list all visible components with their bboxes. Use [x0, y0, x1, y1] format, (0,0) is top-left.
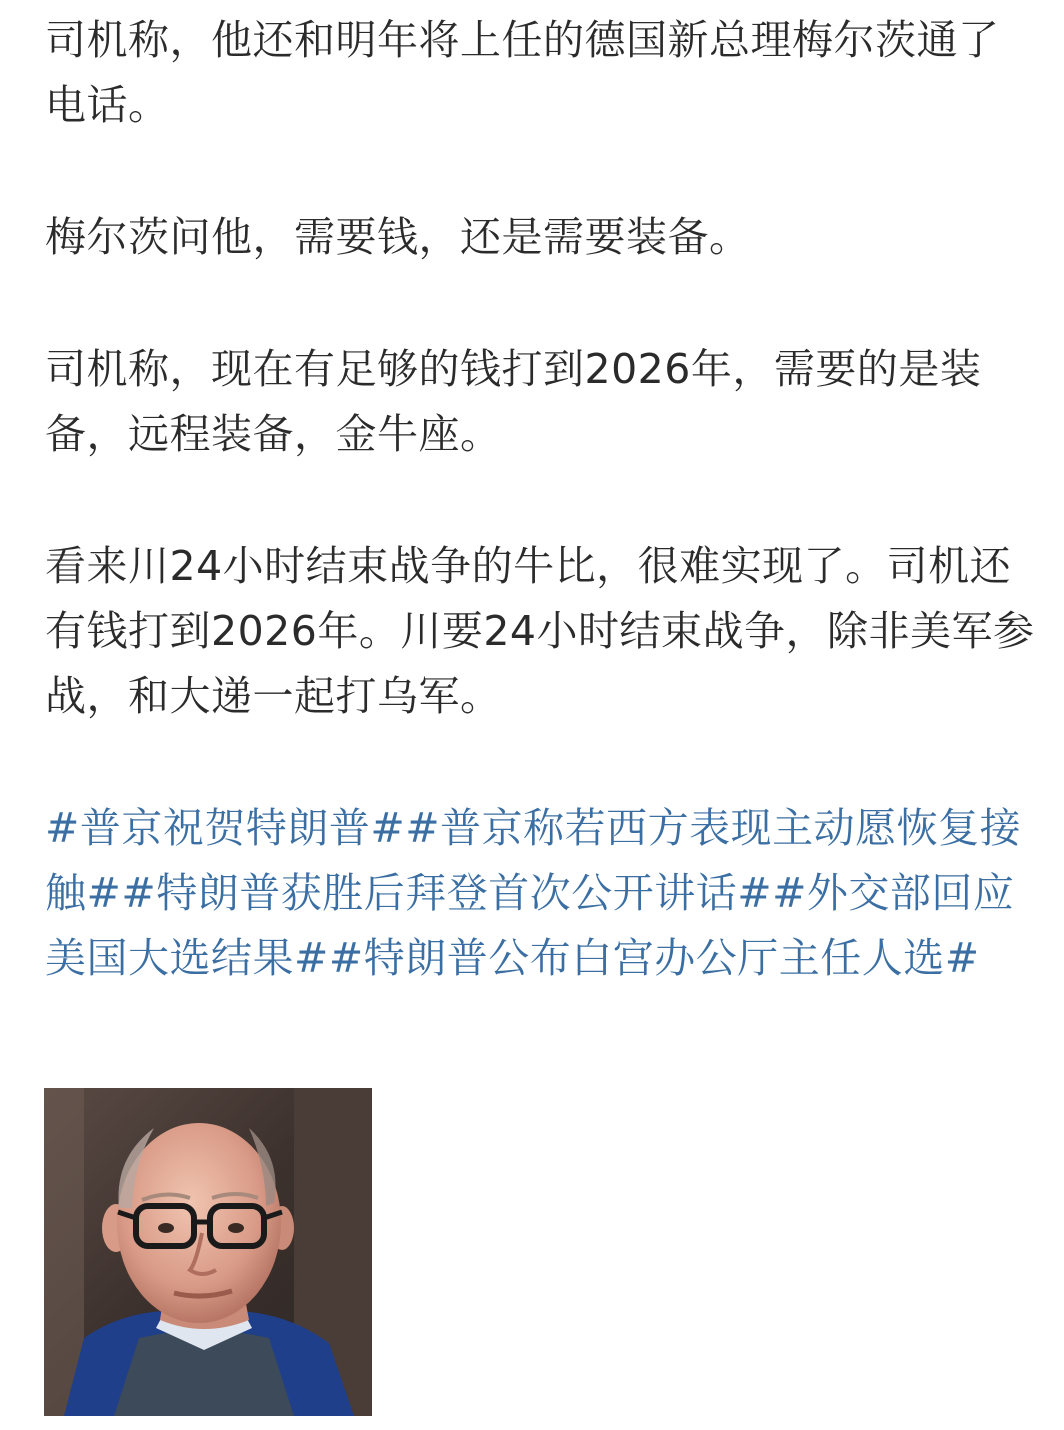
portrait-image: [44, 1088, 372, 1416]
post-paragraph-1: 司机称，他还和明年将上任的德国新总理梅尔茨通了电话。: [45, 16, 1000, 129]
post-paragraph-4: 看来川24小时结束战争的牛比，很难实现了。司机还有钱打到2026年。川要24小时结束战争，除非美军参战，和大递一起打乌军。: [45, 542, 1035, 720]
post-photo[interactable]: [44, 1088, 372, 1416]
post-paragraph-3: 司机称，现在有足够的钱打到2026年，需要的是装备，远程装备，金牛座。: [45, 345, 982, 458]
topic-link-4[interactable]: #外交部回应美国大选结果#: [45, 869, 1015, 982]
post-paragraph-2: 梅尔茨问他，需要钱，还是需要装备。: [45, 213, 751, 261]
post-content: [45, 8, 1035, 991]
topic-link-3[interactable]: #特朗普获胜后拜登首次公开讲话#: [121, 869, 773, 917]
topic-link-5[interactable]: #特朗普公布白宫办公厅主任人选#: [328, 934, 980, 982]
topic-link-1[interactable]: #普京祝贺特朗普#: [45, 804, 406, 852]
topic-link-2[interactable]: #普京称若西方表现主动愿恢复接触#: [45, 804, 1022, 917]
topic-list: [45, 796, 1035, 991]
